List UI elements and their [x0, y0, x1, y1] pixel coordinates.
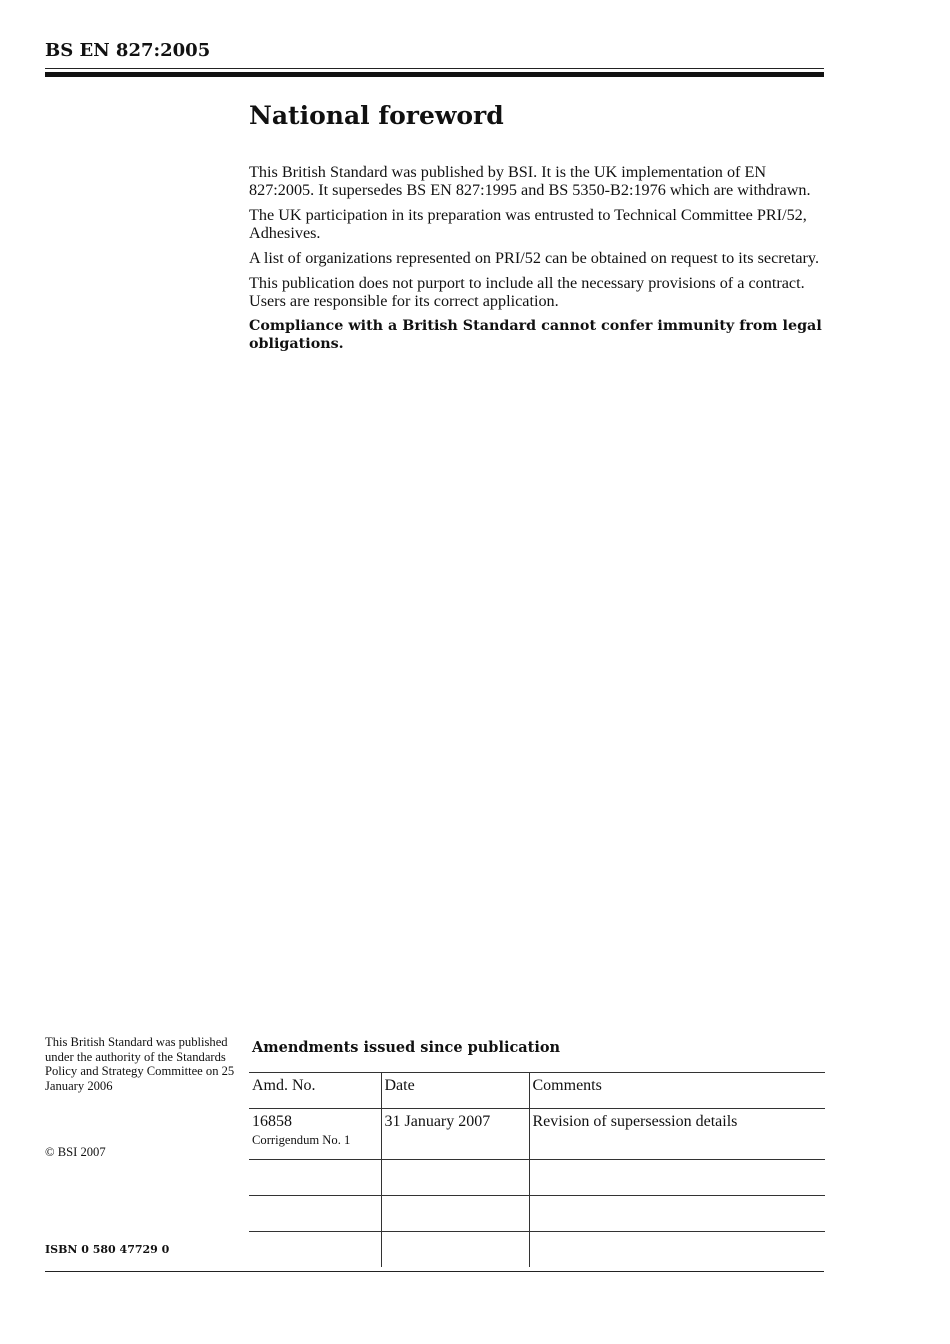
table-row [249, 1109, 825, 1160]
amd-number: 16858 [252, 1113, 292, 1130]
foreword-body [249, 163, 834, 360]
column-header-amd-no: Amd. No. [249, 1073, 381, 1109]
column-header-comments: Comments [529, 1073, 825, 1109]
table-row-empty [249, 1196, 825, 1232]
standard-code: BS EN 827:2005 [45, 40, 211, 61]
date-cell: 31 January 2007 [381, 1109, 529, 1160]
paragraph-organizations: A list of organizations represented on PRI/52 can be obtained on request to its secretary. [249, 249, 820, 267]
copyright-notice: © BSI 2007 [45, 1145, 106, 1159]
column-header-date: Date [381, 1073, 529, 1109]
header-rule-thin [45, 68, 824, 69]
paragraph-provisions: This publication does not purport to include all the necessary provisions of a contract. Users are responsible for its correct application. [249, 274, 805, 310]
amendments-title: Amendments issued since publication [252, 1039, 561, 1056]
paragraph-compliance: Compliance with a British Standard cannot confer immunity from legal obligations. [249, 318, 822, 352]
table-header-row [249, 1073, 825, 1109]
comments-cell: Revision of supersession details [529, 1109, 825, 1160]
footer-rule [45, 1271, 824, 1272]
table-row-empty [249, 1232, 825, 1268]
amendments-table [249, 1072, 825, 1267]
paragraph-publication: This British Standard was published by BSI. It is the UK implementation of EN 827:2005. It supersedes BS EN 827:1995 and BS 5350-B2:1976 which are withdrawn. [249, 163, 811, 199]
amd-note: Corrigendum No. 1 [252, 1133, 351, 1147]
page-title: National foreword [249, 101, 504, 130]
amd-no-cell [249, 1109, 381, 1160]
header-rule-thick [45, 72, 824, 77]
table-row-empty [249, 1160, 825, 1196]
publication-authority-note: This British Standard was published under the authority of the Standards Policy and Strategy Committee on 25 January 2006 [45, 1035, 235, 1093]
paragraph-participation: The UK participation in its preparation was entrusted to Technical Committee PRI/52, Adhesives. [249, 206, 807, 242]
isbn: ISBN 0 580 47729 0 [45, 1243, 170, 1256]
